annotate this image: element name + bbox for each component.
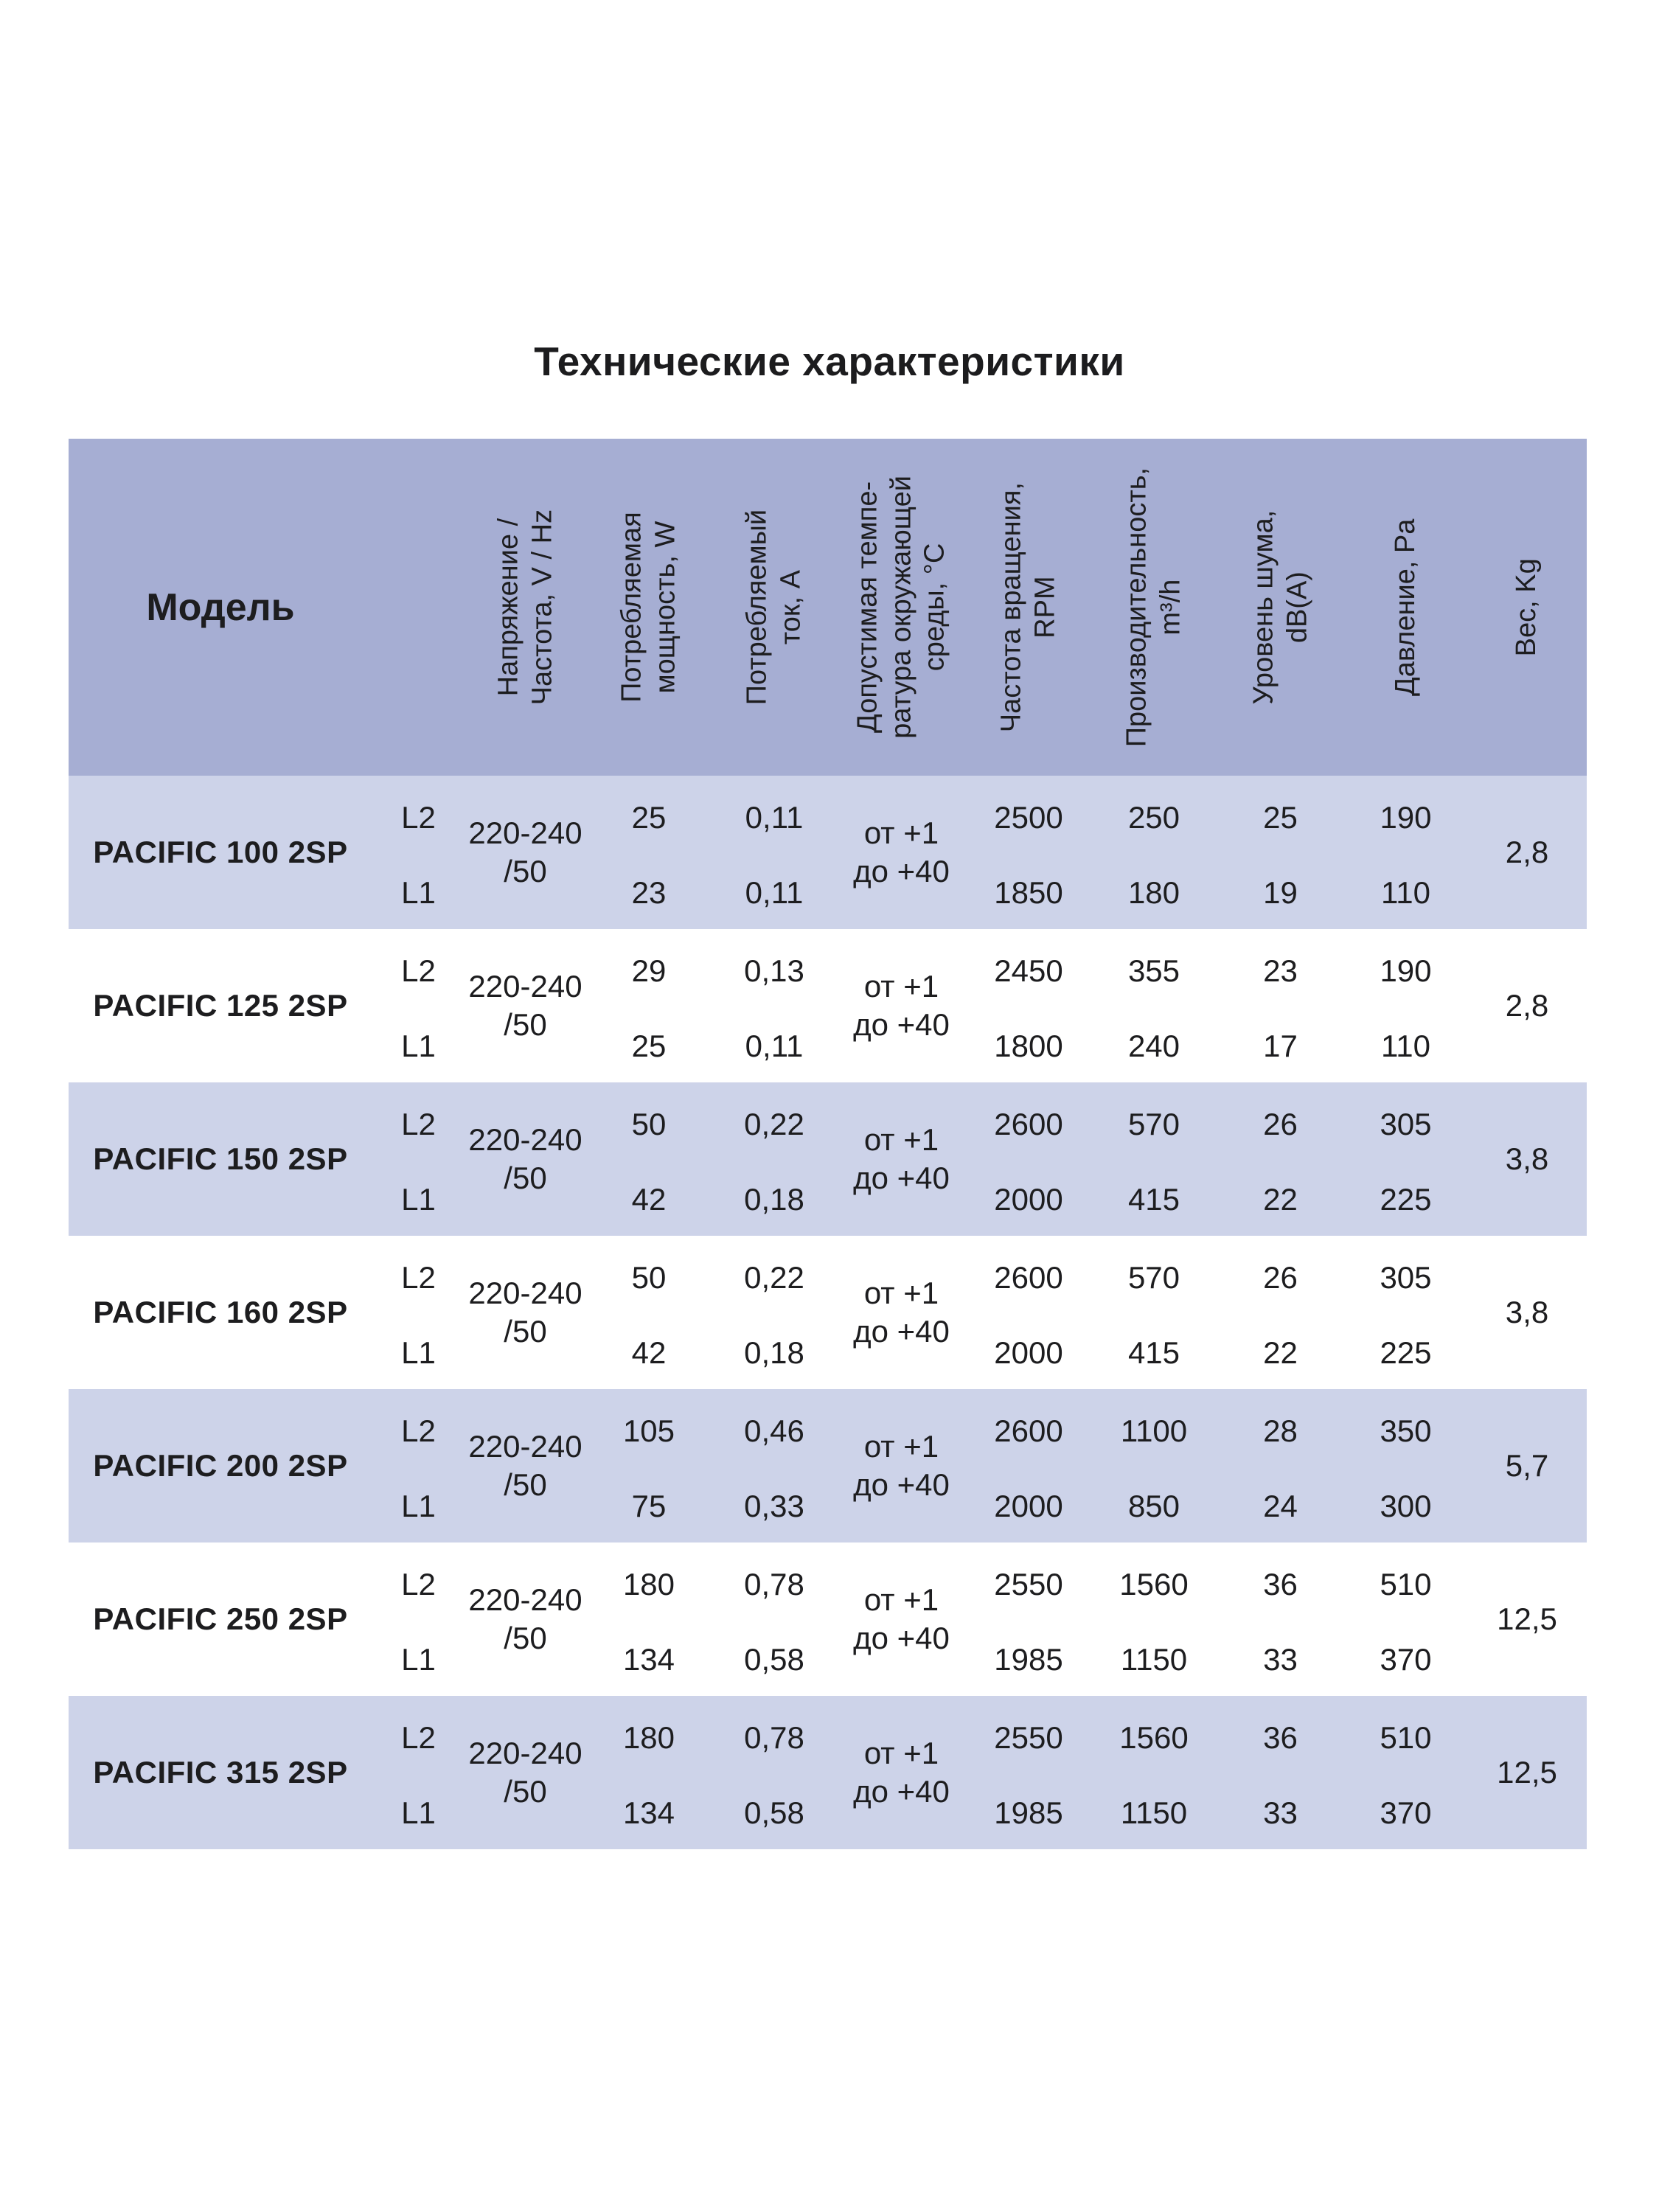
noise-value-cell xyxy=(1217,929,1344,1082)
voltage-value: 220-240 /50 xyxy=(468,1582,582,1655)
voltage-cell xyxy=(465,776,586,929)
current-value-cell xyxy=(712,929,837,1082)
header-label-model: Модель xyxy=(146,585,295,629)
model-name: PACIFIC 200 2SP xyxy=(93,1448,348,1483)
header-cell-speed xyxy=(372,439,465,776)
pressure-value-cell xyxy=(1344,776,1467,929)
voltage-value: 220-240 /50 xyxy=(468,1121,582,1195)
current-value-cell xyxy=(712,1082,837,1236)
flow-value-cell xyxy=(1091,1236,1217,1389)
rpm-value: 2450 xyxy=(994,953,1063,988)
noise-value-cell xyxy=(1217,776,1344,929)
pressure-value: 190 xyxy=(1380,800,1432,835)
speed-label: L1 xyxy=(401,1642,436,1677)
header-cell-temp xyxy=(837,439,966,776)
rpm-value: 1850 xyxy=(994,875,1063,910)
noise-value: 24 xyxy=(1263,1489,1298,1523)
pressure-value: 370 xyxy=(1380,1795,1432,1830)
power-value: 180 xyxy=(622,1567,675,1601)
current-value: 0,78 xyxy=(744,1720,804,1755)
pressure-value: 110 xyxy=(1381,875,1430,910)
weight-value: 2,8 xyxy=(1505,835,1549,869)
power-value-cell xyxy=(586,776,712,929)
table-row xyxy=(69,776,1587,929)
model-cell xyxy=(69,1236,372,1389)
flow-value: 355 xyxy=(1127,953,1180,988)
current-value: 0,11 xyxy=(745,800,804,835)
rpm-value-cell xyxy=(966,1236,1091,1389)
pressure-value: 305 xyxy=(1380,1107,1432,1141)
rpm-value: 1800 xyxy=(994,1029,1063,1063)
power-value-cell xyxy=(586,929,712,1082)
flow-value: 250 xyxy=(1127,800,1180,835)
page-title: Технические характеристики xyxy=(534,338,1125,384)
voltage-cell xyxy=(465,1389,586,1543)
flow-value-cell xyxy=(1091,929,1217,1082)
speed-label: L2 xyxy=(401,1567,436,1601)
rpm-value-cell xyxy=(966,1389,1091,1543)
noise-value-cell xyxy=(1217,1543,1344,1696)
power-value-cell xyxy=(586,1389,712,1543)
current-value-cell xyxy=(712,776,837,929)
noise-value: 23 xyxy=(1263,953,1298,988)
table-row xyxy=(69,1389,1587,1543)
rpm-value: 2000 xyxy=(994,1489,1063,1523)
temp-value: от +1 до +40 xyxy=(853,968,950,1042)
temp-cell xyxy=(837,1389,966,1543)
current-value: 0,18 xyxy=(744,1182,804,1217)
speed-label: L2 xyxy=(401,953,436,988)
speed-label-cell xyxy=(372,1389,465,1543)
speed-label: L2 xyxy=(401,1260,436,1295)
pressure-value-cell xyxy=(1344,1389,1467,1543)
flow-value-cell xyxy=(1091,1543,1217,1696)
flow-value: 240 xyxy=(1127,1029,1180,1063)
flow-value: 415 xyxy=(1127,1182,1180,1217)
pressure-value: 350 xyxy=(1380,1413,1432,1448)
power-value: 134 xyxy=(622,1642,675,1677)
pressure-value-cell xyxy=(1344,1236,1467,1389)
current-value-cell xyxy=(712,1543,837,1696)
rpm-value: 2600 xyxy=(994,1107,1063,1141)
header-label-rpm: Частота вращения, RPM xyxy=(995,481,1060,733)
voltage-value: 220-240 /50 xyxy=(468,1275,582,1349)
temp-cell xyxy=(837,1543,966,1696)
pressure-value-cell xyxy=(1344,1543,1467,1696)
speed-label: L1 xyxy=(401,1795,436,1830)
power-value: 50 xyxy=(631,1107,667,1141)
speed-label: L1 xyxy=(401,1029,436,1063)
noise-value: 17 xyxy=(1263,1029,1298,1063)
weight-value: 5,7 xyxy=(1505,1448,1549,1483)
temp-value: от +1 до +40 xyxy=(853,1735,950,1809)
header-label-temp: Допустимая темпе- ратура окружающей среды, °C xyxy=(852,476,950,739)
noise-value: 26 xyxy=(1263,1260,1298,1295)
rpm-value-cell xyxy=(966,1082,1091,1236)
noise-value-cell xyxy=(1217,1389,1344,1543)
speed-label: L1 xyxy=(401,1335,436,1370)
speed-label: L1 xyxy=(401,875,436,910)
header-label-current: Потребляемый ток, A xyxy=(741,509,806,706)
rpm-value-cell xyxy=(966,1696,1091,1849)
header-label-power: Потребляемая мощность, W xyxy=(616,512,681,703)
pressure-value-cell xyxy=(1344,929,1467,1082)
voltage-value: 220-240 /50 xyxy=(468,1428,582,1502)
power-value: 42 xyxy=(631,1182,667,1217)
power-value-cell xyxy=(586,1082,712,1236)
table-row xyxy=(69,929,1587,1082)
current-value: 0,11 xyxy=(745,1029,804,1063)
header-label-noise: Уровень шума, dB(A) xyxy=(1247,509,1312,705)
current-value: 0,78 xyxy=(744,1567,804,1601)
header-cell-noise xyxy=(1217,439,1344,776)
temp-value: от +1 до +40 xyxy=(853,815,950,888)
power-value: 134 xyxy=(622,1795,675,1830)
flow-value: 1560 xyxy=(1119,1567,1189,1601)
model-cell xyxy=(69,1696,372,1849)
header-cell-rpm xyxy=(966,439,1091,776)
voltage-value: 220-240 /50 xyxy=(468,968,582,1042)
speed-label-cell xyxy=(372,1696,465,1849)
noise-value: 25 xyxy=(1263,800,1298,835)
current-value: 0,58 xyxy=(744,1795,804,1830)
flow-value: 1100 xyxy=(1120,1413,1188,1448)
rpm-value: 1985 xyxy=(994,1642,1063,1677)
weight-cell xyxy=(1467,776,1587,929)
table-header xyxy=(69,439,1587,776)
weight-cell xyxy=(1467,929,1587,1082)
rpm-value-cell xyxy=(966,929,1091,1082)
flow-value: 415 xyxy=(1127,1335,1180,1370)
flow-value-cell xyxy=(1091,1082,1217,1236)
header-cell-power xyxy=(586,439,712,776)
header-label-flow: Производительность, m³/h xyxy=(1121,467,1186,748)
flow-value: 180 xyxy=(1127,875,1180,910)
current-value: 0,13 xyxy=(744,953,804,988)
flow-value: 570 xyxy=(1127,1260,1180,1295)
weight-cell xyxy=(1467,1236,1587,1389)
voltage-cell xyxy=(465,929,586,1082)
current-value: 0,33 xyxy=(744,1489,804,1523)
noise-value: 36 xyxy=(1263,1720,1298,1755)
flow-value: 1150 xyxy=(1120,1642,1188,1677)
rpm-value: 2500 xyxy=(994,800,1063,835)
pressure-value-cell xyxy=(1344,1696,1467,1849)
header-cell-model xyxy=(69,439,372,776)
speed-label-cell xyxy=(372,929,465,1082)
rpm-value-cell xyxy=(966,1543,1091,1696)
weight-value: 12,5 xyxy=(1497,1755,1557,1790)
weight-cell xyxy=(1467,1543,1587,1696)
table-row xyxy=(69,1543,1587,1696)
power-value: 180 xyxy=(622,1720,675,1755)
weight-value: 12,5 xyxy=(1497,1601,1557,1636)
power-value: 105 xyxy=(622,1413,675,1448)
current-value: 0,18 xyxy=(744,1335,804,1370)
rpm-value: 2550 xyxy=(994,1720,1063,1755)
header-label-pressure: Давление, Pa xyxy=(1389,518,1421,696)
noise-value-cell xyxy=(1217,1082,1344,1236)
pressure-value: 510 xyxy=(1380,1720,1432,1755)
pressure-value: 305 xyxy=(1380,1260,1432,1295)
pressure-value: 110 xyxy=(1381,1029,1430,1063)
model-cell xyxy=(69,929,372,1082)
table-row xyxy=(69,1082,1587,1236)
temp-cell xyxy=(837,1696,966,1849)
speed-label: L1 xyxy=(401,1182,436,1217)
flow-value-cell xyxy=(1091,776,1217,929)
temp-value: от +1 до +40 xyxy=(853,1121,950,1195)
noise-value: 19 xyxy=(1263,875,1298,910)
voltage-cell xyxy=(465,1696,586,1849)
speed-label: L2 xyxy=(401,800,436,835)
header-cell-weight xyxy=(1467,439,1587,776)
temp-cell xyxy=(837,1082,966,1236)
model-cell xyxy=(69,1389,372,1543)
power-value-cell xyxy=(586,1543,712,1696)
power-value: 29 xyxy=(631,953,667,988)
weight-cell xyxy=(1467,1389,1587,1543)
speed-label-cell xyxy=(372,1236,465,1389)
pressure-value: 510 xyxy=(1380,1567,1432,1601)
weight-value: 2,8 xyxy=(1505,988,1549,1023)
table-body xyxy=(69,776,1587,1849)
pressure-value: 225 xyxy=(1380,1182,1432,1217)
noise-value-cell xyxy=(1217,1696,1344,1849)
power-value: 42 xyxy=(631,1335,667,1370)
voltage-cell xyxy=(465,1236,586,1389)
current-value: 0,11 xyxy=(745,875,804,910)
power-value: 25 xyxy=(631,800,667,835)
current-value: 0,22 xyxy=(744,1107,804,1141)
model-cell xyxy=(69,776,372,929)
header-label-weight: Вес, Kg xyxy=(1511,557,1543,657)
speed-label: L2 xyxy=(401,1413,436,1448)
pressure-value-cell xyxy=(1344,1082,1467,1236)
rpm-value: 2550 xyxy=(994,1567,1063,1601)
weight-cell xyxy=(1467,1082,1587,1236)
power-value-cell xyxy=(586,1236,712,1389)
power-value: 75 xyxy=(631,1489,667,1523)
model-name: PACIFIC 315 2SP xyxy=(93,1755,348,1790)
rpm-value: 2600 xyxy=(994,1260,1063,1295)
header-cell-current xyxy=(712,439,837,776)
voltage-cell xyxy=(465,1543,586,1696)
model-name: PACIFIC 160 2SP xyxy=(93,1295,348,1329)
current-value-cell xyxy=(712,1389,837,1543)
noise-value: 36 xyxy=(1263,1567,1298,1601)
speed-label-cell xyxy=(372,1543,465,1696)
model-cell xyxy=(69,1543,372,1696)
noise-value: 22 xyxy=(1263,1182,1298,1217)
current-value: 0,46 xyxy=(744,1413,804,1448)
temp-value: от +1 до +40 xyxy=(853,1582,950,1655)
power-value-cell xyxy=(586,1696,712,1849)
current-value-cell xyxy=(712,1236,837,1389)
noise-value: 28 xyxy=(1263,1413,1298,1448)
power-value: 50 xyxy=(631,1260,667,1295)
power-value: 23 xyxy=(631,875,667,910)
noise-value: 33 xyxy=(1263,1795,1298,1830)
speed-label: L2 xyxy=(401,1107,436,1141)
pressure-value: 370 xyxy=(1380,1642,1432,1677)
flow-value: 1150 xyxy=(1120,1795,1188,1830)
weight-cell xyxy=(1467,1696,1587,1849)
flow-value: 1560 xyxy=(1119,1720,1189,1755)
noise-value: 33 xyxy=(1263,1642,1298,1677)
voltage-value: 220-240 /50 xyxy=(468,1735,582,1809)
table-row xyxy=(69,1696,1587,1849)
flow-value: 850 xyxy=(1127,1489,1180,1523)
pressure-value: 190 xyxy=(1380,953,1432,988)
model-cell xyxy=(69,1082,372,1236)
pressure-value: 300 xyxy=(1380,1489,1432,1523)
power-value: 25 xyxy=(631,1029,667,1063)
current-value: 0,58 xyxy=(744,1642,804,1677)
speed-label-cell xyxy=(372,776,465,929)
current-value: 0,22 xyxy=(744,1260,804,1295)
flow-value-cell xyxy=(1091,1696,1217,1849)
voltage-value: 220-240 /50 xyxy=(468,815,582,888)
rpm-value-cell xyxy=(966,776,1091,929)
current-value-cell xyxy=(712,1696,837,1849)
model-name: PACIFIC 250 2SP xyxy=(93,1601,348,1636)
model-name: PACIFIC 100 2SP xyxy=(93,835,348,869)
rpm-value: 2000 xyxy=(994,1335,1063,1370)
spec-table xyxy=(69,439,1587,1849)
temp-value: от +1 до +40 xyxy=(853,1428,950,1502)
speed-label-cell xyxy=(372,1082,465,1236)
temp-cell xyxy=(837,776,966,929)
rpm-value: 2000 xyxy=(994,1182,1063,1217)
temp-value: от +1 до +40 xyxy=(853,1275,950,1349)
header-label-voltage: Напряжение / Частота, V / Hz xyxy=(492,509,557,706)
weight-value: 3,8 xyxy=(1505,1141,1549,1176)
temp-cell xyxy=(837,1236,966,1389)
noise-value: 22 xyxy=(1263,1335,1298,1370)
flow-value: 570 xyxy=(1127,1107,1180,1141)
header-cell-voltage xyxy=(465,439,586,776)
flow-value-cell xyxy=(1091,1389,1217,1543)
model-name: PACIFIC 150 2SP xyxy=(93,1141,348,1176)
pressure-value: 225 xyxy=(1380,1335,1432,1370)
weight-value: 3,8 xyxy=(1505,1295,1549,1329)
rpm-value: 1985 xyxy=(994,1795,1063,1830)
speed-label: L2 xyxy=(401,1720,436,1755)
header-cell-pressure xyxy=(1344,439,1467,776)
temp-cell xyxy=(837,929,966,1082)
noise-value: 26 xyxy=(1263,1107,1298,1141)
rpm-value: 2600 xyxy=(994,1413,1063,1448)
noise-value-cell xyxy=(1217,1236,1344,1389)
speed-label: L1 xyxy=(401,1489,436,1523)
model-name: PACIFIC 125 2SP xyxy=(93,988,348,1023)
table-row xyxy=(69,1236,1587,1389)
voltage-cell xyxy=(465,1082,586,1236)
header-cell-flow xyxy=(1091,439,1217,776)
